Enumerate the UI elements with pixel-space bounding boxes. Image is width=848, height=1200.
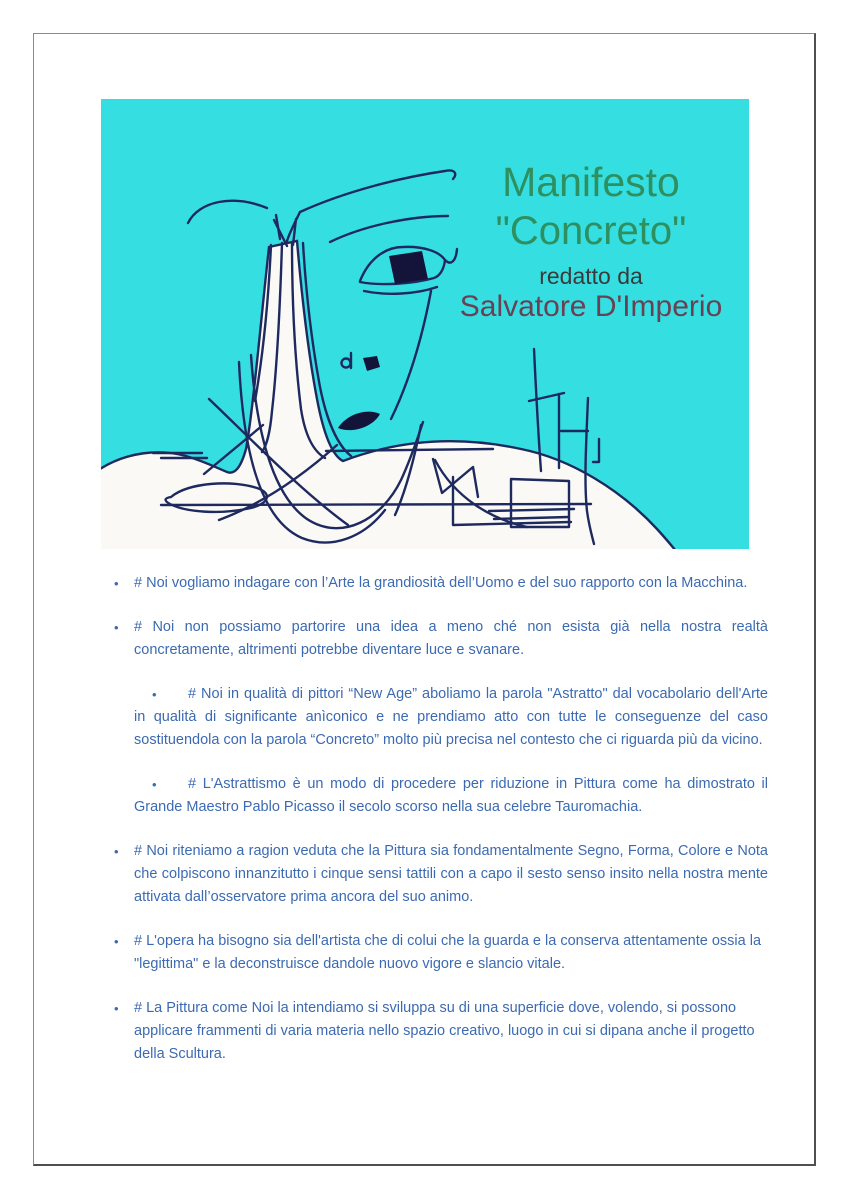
bullet-icon: • bbox=[114, 844, 119, 859]
bullet-icon: • bbox=[152, 777, 157, 792]
document-page bbox=[33, 33, 816, 1166]
artwork bbox=[101, 99, 749, 549]
artwork-author: Salvatore D'Imperio bbox=[459, 290, 723, 323]
list-item bbox=[106, 572, 768, 595]
list-item-text: # Noi in qualità di pittori “New Age” aboliamo la parola "Astratto" dal vocabolario dell'Arte in qualità di significante anìconico e ne prendiamo atto con tutte le conseguenze del caso sostituendola con la parola “Concreto” molto più precisa nel contesto che ci riguarda più da vicino. bbox=[134, 686, 768, 748]
list-item bbox=[106, 683, 768, 752]
bullet-icon: • bbox=[114, 1001, 119, 1016]
artwork-subtitle: redatto da bbox=[539, 263, 643, 289]
list-item-text: # Noi vogliamo indagare con l’Arte la grandiosità dell’Uomo e del suo rapporto con la Macchina. bbox=[134, 575, 748, 591]
list-item bbox=[106, 997, 768, 1066]
list-item bbox=[106, 773, 768, 819]
artwork-title-line1: Manifesto bbox=[502, 159, 680, 205]
manifesto-list bbox=[106, 572, 768, 1087]
list-item-text: # L'Astrattismo è un modo di procedere per riduzione in Pittura come ha dimostrato il Grande Maestro Pablo Picasso il secolo scorso nella sua celebre Tauromachia. bbox=[134, 776, 768, 815]
bullet-icon: • bbox=[152, 687, 157, 702]
list-item-text: # La Pittura come Noi la intendiamo si sviluppa su di una superficie dove, volendo, si possono applicare frammenti di varia materia nello spazio creativo, luogo in cui si dipana anche il progetto della Scultura. bbox=[134, 1000, 755, 1062]
list-item bbox=[106, 840, 768, 909]
list-item-text: # L'opera ha bisogno sia dell'artista che di colui che la guarda e la conserva attentamente ossia la "legittima" e la deconstruisce dandole nuovo vigore e slancio vitale. bbox=[134, 933, 762, 972]
bullet-icon: • bbox=[114, 620, 119, 635]
list-item bbox=[106, 616, 768, 662]
bullet-icon: • bbox=[114, 576, 119, 591]
bullet-icon: • bbox=[114, 934, 119, 949]
artwork-title-line2: "Concreto" bbox=[495, 209, 687, 253]
list-item-text: # Noi non possiamo partorire una idea a meno ché non esista già nella nostra realtà concretamente, altrimenti potrebbe diventare luce e svanare. bbox=[134, 619, 768, 658]
list-item bbox=[106, 930, 768, 976]
list-item-text: # Noi riteniamo a ragion veduta che la Pittura sia fondamentalmente Segno, Forma, Colore e Nota che colpiscono innanzitutto i cinque sensi tattili con a capo il sesto senso insito nella nostra mente attivata dall’osservatore prima ancora del suo animo. bbox=[134, 843, 768, 905]
